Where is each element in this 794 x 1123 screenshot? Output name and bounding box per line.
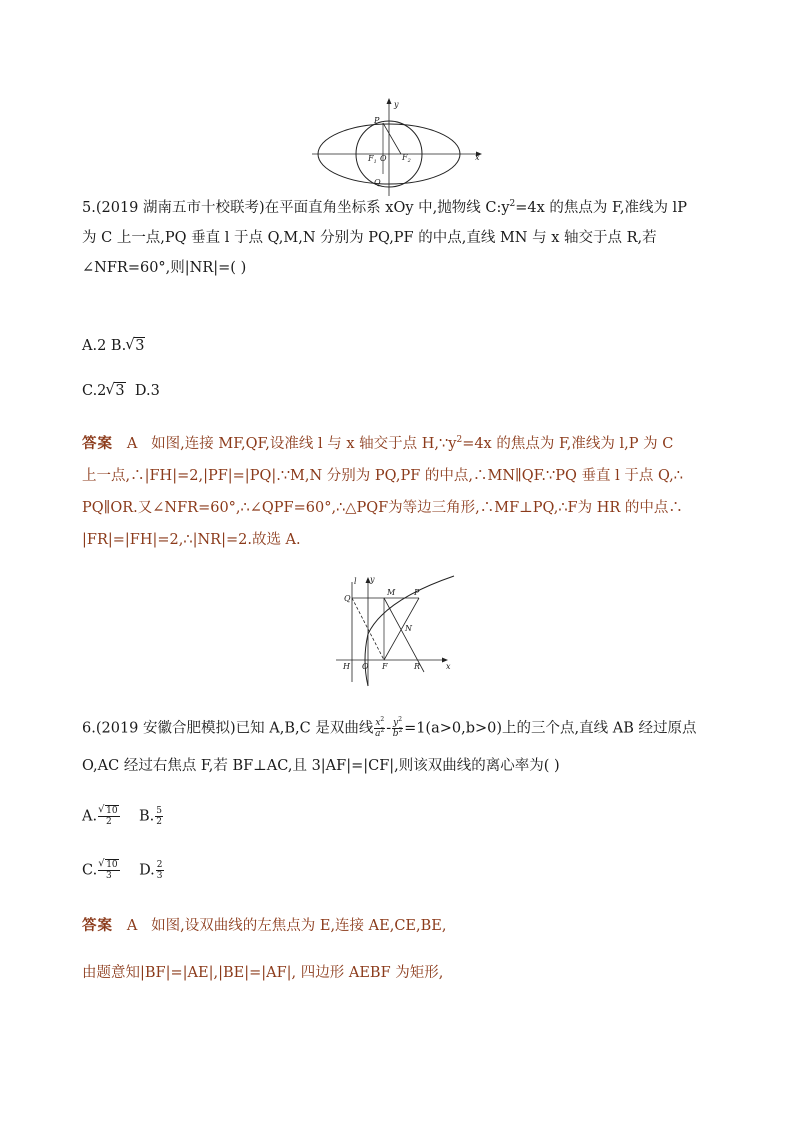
figure-parabola xyxy=(334,572,464,690)
a6-line-1: 答案 A 如图,设双曲线的左焦点为 E,连接 AE,CE,BE, xyxy=(82,917,447,934)
a5-line-3: PQ∥OR.又∠NFR=60°,∴∠QPF=60°,∴△PQF为等边三角形,∴MF⊥PQ,∴F为 HR 的中点∴ xyxy=(82,500,683,516)
fig2-r-label: R xyxy=(414,662,421,671)
q6-option-ab: A. √ $\frac{10}{2}$ B. $\frac{5}{2}$ xyxy=(82,806,164,827)
a6-line-2: 由题意知|BF|=|AE|,|BE|=|AF|, 四边形 AEBF 为矩形, xyxy=(82,965,444,981)
fig2-o-label: O xyxy=(362,662,369,671)
q6-option-cd: C. √ $\frac{10}{3}$ D. $\frac{2}{3}$ xyxy=(82,860,165,881)
fig2-q-label: Q xyxy=(344,594,351,603)
fig1-q-label: Q xyxy=(374,178,381,187)
a5-line-4: |FR|=|FH|=2,∴|NR|=2.故选 A. xyxy=(82,532,301,548)
fig2-x-label: x xyxy=(446,662,451,671)
fraction-y2-b2: $\frac{y^2}{b^2}$ xyxy=(392,716,403,739)
fig2-y-label: y xyxy=(370,575,375,584)
q6-line-1: 6.(2019 安徽合肥模拟)已知 A,B,C 是双曲线 $\frac{x^2}{a^2}$ - $\frac{y^2}{b^2}$ =1(a>0,b>0)上的三个点,直线 AB 经过原点 xyxy=(82,716,697,739)
fig2-n-label: N xyxy=(405,624,412,633)
sqrt-symbol: √ 3 xyxy=(126,336,145,356)
q5-option-ab: A.2 B.√ 3 xyxy=(82,336,145,356)
fig1-o-label: O xyxy=(380,154,387,163)
fraction-5-2: $\frac{5}{2}$ xyxy=(156,806,162,827)
a5-line-1: 答案 A 如图,连接 MF,QF,设准线 l 与 x 轴交于点 $H,\because y^2=4x$ 的焦点为 F,准线为 l,P 为 C xyxy=(82,435,674,452)
fig2-p-label: P xyxy=(414,588,420,597)
fig1-y-label: y xyxy=(394,100,399,109)
fig2-h-label: H xyxy=(343,662,350,671)
fraction-x2-a2: $\frac{x^2}{a^2}$ xyxy=(375,716,385,739)
fig2-l-label: l xyxy=(354,577,357,586)
q5-line-1: 5.(2019 湖南五市十校联考)在平面直角坐标系 xOy 中,抛物线 $C:y^2=4x$ 的焦点为 F,准线为 lP xyxy=(82,199,687,216)
fig1-p-label: P xyxy=(374,116,380,125)
q5-line-3: ∠NFR=60°,则|NR|=( ) xyxy=(82,260,247,276)
fig1-x-label: x xyxy=(475,153,480,162)
fig1-f2-label: $F_2$ xyxy=(402,153,411,164)
fraction-2-3: $\frac{2}{3}$ xyxy=(156,860,163,881)
figure-ellipse-circle xyxy=(308,96,488,198)
fig2-f-label: F xyxy=(382,662,388,671)
q5-option-cd: C.2√ 3 D.3 xyxy=(82,381,160,401)
q6-line-2: O,AC 经过右焦点 F,若 BF⊥AC,且 3|AF|=|CF|,则该双曲线的离心率为( ) xyxy=(82,758,560,774)
fig1-f1-label: $F_1$ xyxy=(368,154,377,165)
fraction-sqrt10-2: √ $\frac{10}{2}$ xyxy=(98,806,119,827)
sqrt-symbol: √ 3 xyxy=(106,381,125,401)
a5-line-2: 上一点,∴|FH|=2,|PF|=|PQ|.∵M,N 分别为 PQ,PF 的中点,∴MN∥QF.∵PQ 垂直 l 于点 Q,∴ xyxy=(82,468,683,484)
fig2-m-label: M xyxy=(387,588,396,597)
q5-line-2: 为 C 上一点,PQ 垂直 l 于点 Q,M,N 分别为 PQ,PF 的中点,直线 MN 与 x 轴交于点 R,若 xyxy=(82,230,657,246)
fraction-sqrt10-3: √ $\frac{10}{3}$ xyxy=(98,860,119,881)
